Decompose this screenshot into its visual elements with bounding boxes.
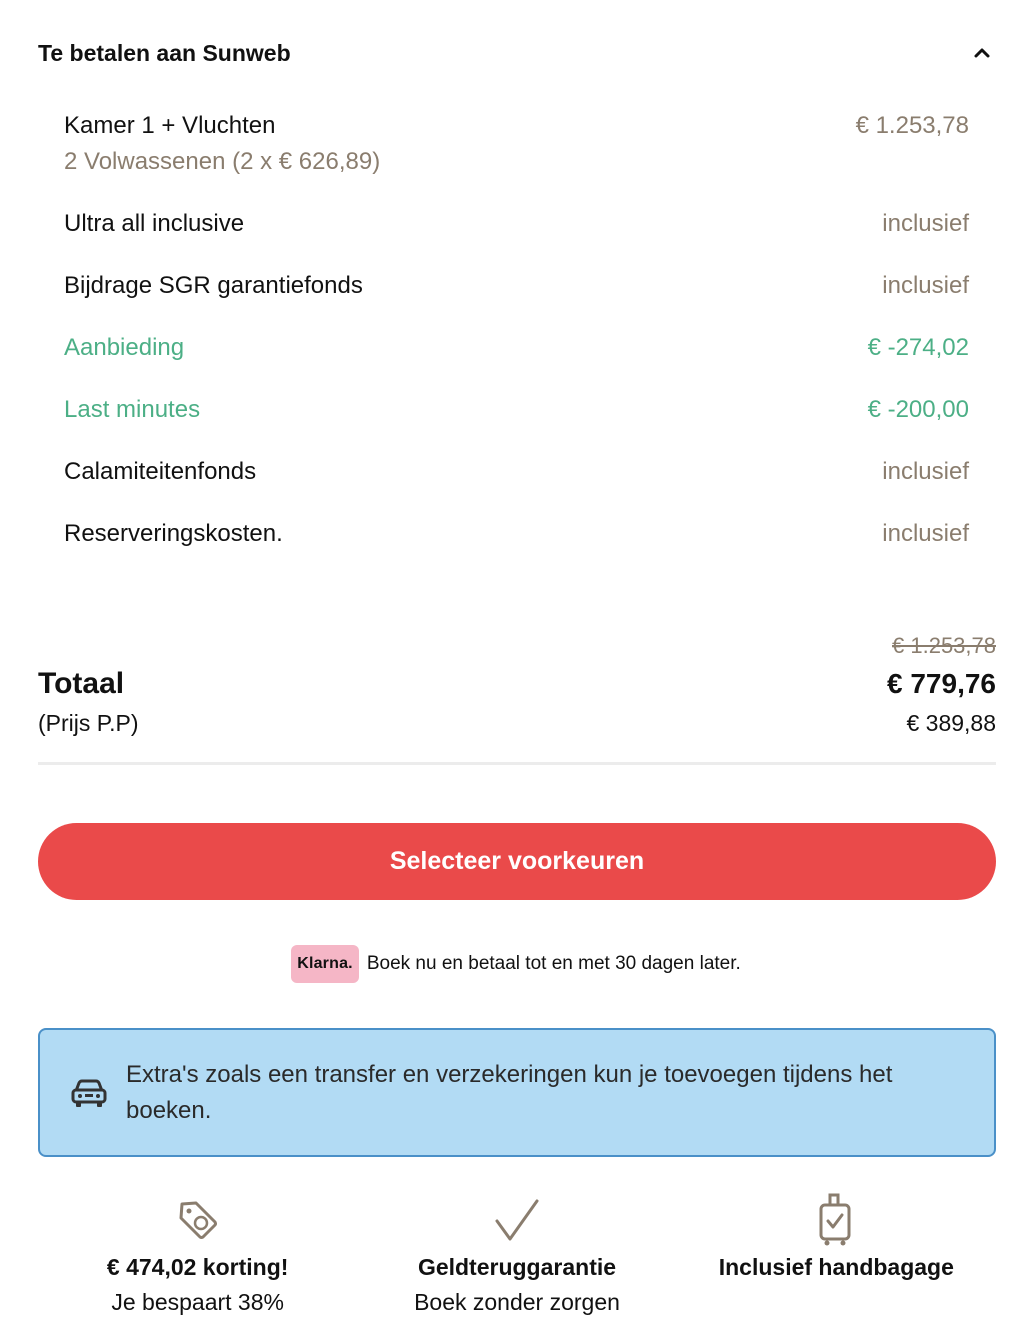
divider <box>38 762 996 765</box>
total-price: € 779,76 <box>887 668 996 699</box>
usp-subtitle: Je bespaart 38% <box>111 1289 284 1315</box>
price-line-value: inclusief <box>882 210 969 237</box>
price-line-subtext: 2 Volwassenen (2 x € 626,89) <box>64 148 381 175</box>
luggage-icon <box>818 1190 854 1250</box>
price-line-label: Kamer 1 + Vluchten <box>64 112 276 139</box>
klarna-notice <box>0 945 1032 983</box>
usp-discount <box>38 1190 357 1320</box>
price-line-label: Ultra all inclusive <box>64 210 245 237</box>
price-line-value: inclusief <box>882 520 969 547</box>
price-tag-icon <box>176 1190 220 1250</box>
price-lines <box>64 108 969 552</box>
price-line-label: Aanbieding <box>64 334 185 361</box>
usp-title: € 474,02 korting! <box>106 1254 289 1280</box>
price-line-label: Last minutes <box>64 396 201 423</box>
price-line-value: € -200,00 <box>867 396 969 423</box>
usp-hand-luggage <box>677 1190 996 1320</box>
price-line-label: Bijdrage SGR garantiefonds <box>64 272 363 299</box>
checkmark-icon <box>494 1190 540 1250</box>
klarna-logo: Klarna. <box>291 945 359 983</box>
car-icon <box>68 1077 110 1109</box>
extras-info-text: Extra's zoals een transfer en verzekeringen kun je toevoegen tijdens het boeken. <box>126 1060 893 1124</box>
price-summary-header[interactable] <box>38 36 996 70</box>
price-line-value: inclusief <box>882 272 969 299</box>
price-per-person-label: (Prijs P.P) <box>38 710 139 736</box>
price-per-person-row <box>38 704 996 742</box>
price-line-board <box>64 206 969 242</box>
price-line-offer <box>64 330 969 366</box>
klarna-text: Boek nu en betaal tot en met 30 dagen later. <box>366 953 741 974</box>
usp-subtitle: Boek zonder zorgen <box>414 1289 620 1315</box>
total-row <box>38 664 996 704</box>
price-summary-title: Te betalen aan Sunweb <box>38 39 291 66</box>
price-line-calamity-fund <box>64 454 969 490</box>
usp-title: Geldteruggarantie <box>417 1254 617 1280</box>
price-line-room-flights <box>64 108 969 144</box>
extras-info-box <box>38 1028 996 1157</box>
usp-money-back <box>357 1190 676 1320</box>
price-line-sgr <box>64 268 969 304</box>
price-line-booking-fee <box>64 516 969 552</box>
select-preferences-button[interactable]: Selecteer voorkeuren <box>38 823 996 900</box>
usp-title: Inclusief handbagage <box>718 1254 954 1280</box>
price-line-value: € -274,02 <box>867 334 969 361</box>
price-line-value: inclusief <box>882 458 969 485</box>
price-line-label: Calamiteitenfonds <box>64 458 257 485</box>
usp-list <box>38 1190 996 1320</box>
chevron-up-icon[interactable] <box>968 39 996 67</box>
price-line-label: Reserveringskosten. <box>64 520 283 547</box>
price-per-person-value: € 389,88 <box>906 710 996 736</box>
old-total-price: € 1.253,78 <box>892 633 996 658</box>
total-label: Totaal <box>38 667 125 700</box>
price-line-last-minute <box>64 392 969 428</box>
total-block <box>38 628 996 742</box>
price-line-value: € 1.253,78 <box>855 112 969 139</box>
